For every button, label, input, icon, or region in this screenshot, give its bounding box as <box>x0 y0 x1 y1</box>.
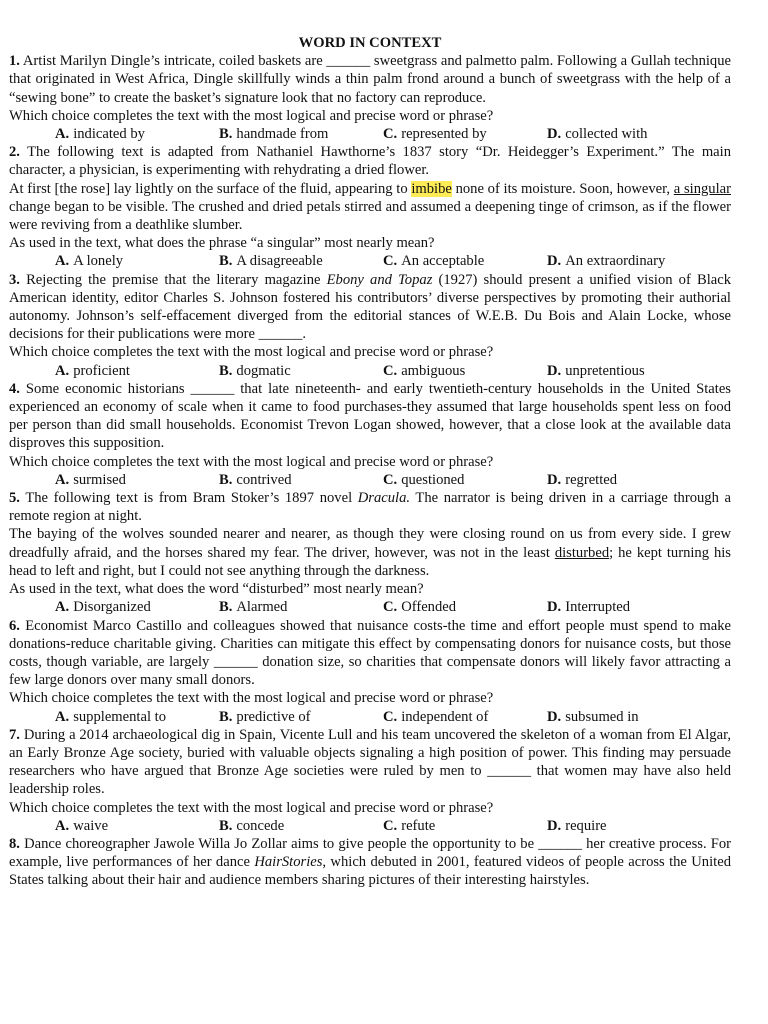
choice-d[interactable]: D. Interrupted <box>547 599 631 616</box>
answer-choices <box>9 252 731 270</box>
choice-b[interactable]: B. A disagreeable <box>219 253 323 270</box>
choice-c[interactable]: C. An acceptable <box>383 253 485 270</box>
choice-d[interactable]: D. regretted <box>547 471 618 488</box>
choice-a[interactable]: A. proficient <box>55 362 130 379</box>
choice-a[interactable]: A. surmised <box>55 471 126 488</box>
question-7 <box>9 726 731 835</box>
choice-d[interactable]: D. An extraordinary <box>547 253 666 270</box>
choice-b[interactable]: B. concede <box>219 817 285 834</box>
choice-c[interactable]: C. Offended <box>383 599 457 616</box>
choice-c[interactable]: C. refute <box>383 817 436 834</box>
choice-c[interactable]: C. represented by <box>383 126 487 143</box>
choice-b[interactable]: B. dogmatic <box>219 362 291 379</box>
choice-a[interactable]: A. A lonely <box>55 253 124 270</box>
choice-b[interactable]: B. Alarmed <box>219 599 288 616</box>
answer-choices <box>9 817 731 835</box>
question-4 <box>9 380 731 489</box>
choice-a[interactable]: A. indicated by <box>55 126 145 143</box>
question-6 <box>9 617 731 726</box>
question-text: Some economic historians ______ that late nineteenth- and early twentieth-century households in the United States experienced an economy of scale when it came to food purchases-they assumed that large households spent less on food per person than did small households. Economist Trevon Logan showed, however, that a close look at the available data disproves this supposition. <box>9 380 731 452</box>
highlighted-word: imbibe <box>411 180 452 197</box>
question-5: 5. The following text is from Bram Stoker’s 1897 novel Dracula. The narrator is being driven in a carriage through a remote region at night. The baying of the wolves sounded nearer and nearer, as though they were closing round on us from every side. I grew dreadfully afraid, and the horses shared my fear. The driver, however, was not in the least disturbed; he kept turning his head to left and right, but I could not see anything through the darkness. As used in the text, what does the word “disturbed” most nearly mean? A. Disorganized B. Alarmed C. Offended D. Interrupted <box>9 490 731 616</box>
choice-d[interactable]: D. unpretentious <box>547 362 645 379</box>
question-prompt: Which choice completes the text with the most logical and precise word or phrase? <box>9 344 494 361</box>
question-number: 1. <box>9 53 20 70</box>
choice-a[interactable]: A. Disorganized <box>55 599 151 616</box>
underlined-word: disturbed <box>554 544 610 561</box>
answer-choices <box>9 362 731 380</box>
question-number: 8. <box>9 835 20 852</box>
question-number: 3. <box>9 271 20 288</box>
choice-a[interactable]: A. waive <box>55 817 109 834</box>
magazine-title: Ebony and Topaz <box>326 271 433 288</box>
choice-a[interactable]: A. supplemental to <box>55 708 167 725</box>
choice-b[interactable]: B. predictive of <box>219 708 311 725</box>
question-3: 3. Rejecting the premise that the literary magazine Ebony and Topaz (1927) should present a unified vision of Black American identity, editor Charles S. Johnson fostered his contributors’ diverse perspectives by promoting their authorial autonomy. Johnson’s self-effacement diverged from the editorial stances of W.E.B. Du Bois and Alain Locke, whose decisions for their publications were more ______. Which choice completes the text with the most logical and precise word or phrase? A. proficient B. dogmatic C. ambiguous D. unpretentious <box>9 271 731 379</box>
choice-d[interactable]: D. collected with <box>547 126 648 143</box>
question-text: Economist Marco Castillo and colleagues showed that nuisance costs-the time and effort people must spend to make donations-reduce charitable giving. Charities can mitigate this effect by compensating donors for nuisance costs, but those costs, though variable, are largely ______ donation size, so charities that compensate donors will likely favor attracting a few large donors over many small donors. <box>9 617 731 689</box>
answer-choices <box>9 125 731 143</box>
answer-choices <box>9 471 731 489</box>
question-text: Artist Marilyn Dingle’s intricate, coiled baskets are ______ sweetgrass and palmetto palm. Following a Gullah technique that originated in West Africa, Dingle skillfully winds a thin palm frond around a bunch of sweetgrass with the help of a “sewing bone” to create the basket’s signature look that no factory can reproduce. <box>9 53 731 106</box>
underlined-phrase: a singular <box>673 180 731 197</box>
choice-d[interactable]: D. require <box>547 817 607 834</box>
question-prompt: As used in the text, what does the phrase “a singular” most nearly mean? <box>9 235 435 252</box>
choice-c[interactable]: C. ambiguous <box>383 362 466 379</box>
question-number: 6. <box>9 617 20 634</box>
answer-choices <box>9 708 731 726</box>
dance-title: HairStories <box>254 854 323 871</box>
question-prompt: Which choice completes the text with the most logical and precise word or phrase? <box>9 453 494 470</box>
choice-c[interactable]: C. questioned <box>383 471 465 488</box>
choice-c[interactable]: C. independent of <box>383 708 489 725</box>
question-text: The following text is adapted from Nathaniel Hawthorne’s 1837 story “Dr. Heidegger’s Experiment.” The main character, a physician, is experimenting with rehydrating a dried flower. <box>9 144 731 179</box>
question-2 <box>9 143 731 270</box>
page-title: WORD IN CONTEXT <box>298 35 442 51</box>
question-number: 4. <box>9 380 20 397</box>
question-8: 8. Dance choreographer Jawole Willa Jo Zollar aims to give people the opportunity to be ______ her creative process. For example, live performances of her dance HairStories, which debuted in 2001, featured videos of people across the United States talking about their hair and audience members sharing pictures of their interesting hairstyles. <box>9 835 731 889</box>
question-prompt: Which choice completes the text with the most logical and precise word or phrase? <box>9 799 494 816</box>
document-page <box>9 34 731 890</box>
choice-b[interactable]: B. contrived <box>219 471 292 488</box>
choice-b[interactable]: B. handmade from <box>219 126 329 143</box>
question-number: 7. <box>9 726 20 743</box>
answer-choices <box>9 598 731 616</box>
question-prompt: Which choice completes the text with the most logical and precise word or phrase? <box>9 690 494 707</box>
choice-d[interactable]: D. subsumed in <box>547 708 639 725</box>
quoted-passage: The baying of the wolves sounded nearer and nearer, as though they were closing round on us from every side. I grew dreadfully afraid, and the horses shared my fear. The driver, however, was not in the least disturbed; he kept turning his head to left and right, but I could not see anything through the darkness. <box>9 526 731 579</box>
quoted-passage: At first [the rose] lay lightly on the surface of the fluid, appearing to imbibe none of its moisture. Soon, however, a singular change began to be visible. The crushed and dried petals stirred and assumed a deepening tinge of crimson, as if the flower were reviving from a deathlike slumber. <box>9 180 731 234</box>
question-prompt: Which choice completes the text with the most logical and precise word or phrase? <box>9 107 494 124</box>
question-number: 2. <box>9 144 20 161</box>
question-text: During a 2014 archaeological dig in Spain, Vicente Lull and his team uncovered the skeleton of a woman from El Algar, an Early Bronze Age society, buried with valuable objects signaling a high position of power. This finding may persuade researchers who have argued that Bronze Age societies were ruled by men to ______ that women may have also held leadership roles. <box>9 726 732 798</box>
question-number: 5. <box>9 490 20 507</box>
question-1 <box>9 52 731 143</box>
novel-title: Dracula. <box>357 490 411 507</box>
question-prompt: As used in the text, what does the word “disturbed” most nearly mean? <box>9 581 424 598</box>
